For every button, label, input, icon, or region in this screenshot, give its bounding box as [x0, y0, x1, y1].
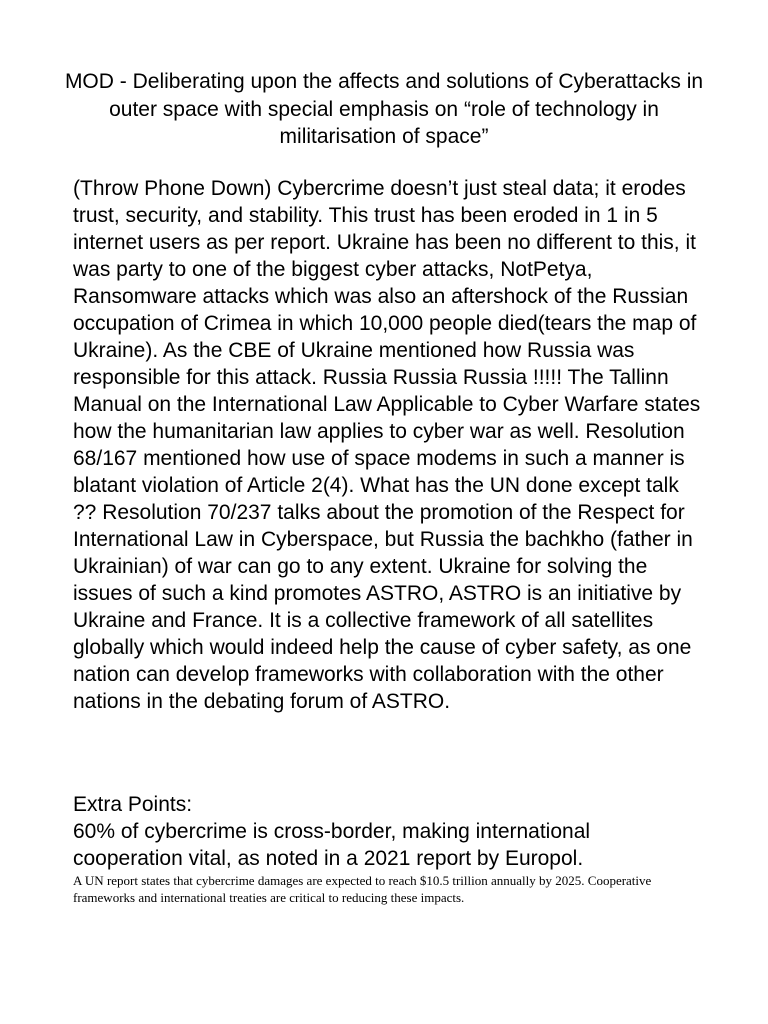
document-title: MOD - Deliberating upon the affects and solutions of Cyberattacks in outer space with special emphasis on “role of technology in militarisation of space” [64, 70, 704, 148]
extra-points-heading: Extra Points: [73, 793, 193, 816]
body-paragraph: (Throw Phone Down) Cybercrime doesn’t just steal data; it erodes trust, security, and stability. This trust has been eroded in 1 in 5 internet users as per report. Ukraine has been no different to this, it was party to one of the biggest cyber attacks, NotPetya, Ransomware attacks which was also an aftershock of the Russian occupation of Crimea in which 10,000 people died(tears the map of Ukraine). As the CBE of Ukraine mentioned how Russia was responsible for this attack. Russia Russia Russia !!!!! The Tallinn Manual on the International Law Applicable to Cyber Warfare states how the humanitarian law applies to cyber war as well. Resolution 68/167 mentioned how use of space modems in such a manner is blatant violation of Article 2(4). What has the UN done except talk ?? Resolution 70/237 talks about the promotion of the Respect for International Law in Cyberspace, but Russia the bachkho (father in Ukrainian) of war can go to any extent. Ukraine for solving the issues of such a kind promotes ASTRO, ASTRO is an initiative by Ukraine and France. It is a collective framework of all satellites globally which would indeed help the cause of cyber safety, as one nation can develop frameworks with collaboration with the other nations in the debating forum of ASTRO. [73, 177, 701, 713]
extra-point-text: 60% of cybercrime is cross-border, making international cooperation vital, as noted in a 2021 report by Europol. [73, 820, 591, 870]
footnote-text: A UN report states that cybercrime damages are expected to reach $10.5 trillion annually by 2025. Cooperative frameworks and international treaties are critical to reducing these impacts. [73, 873, 652, 905]
